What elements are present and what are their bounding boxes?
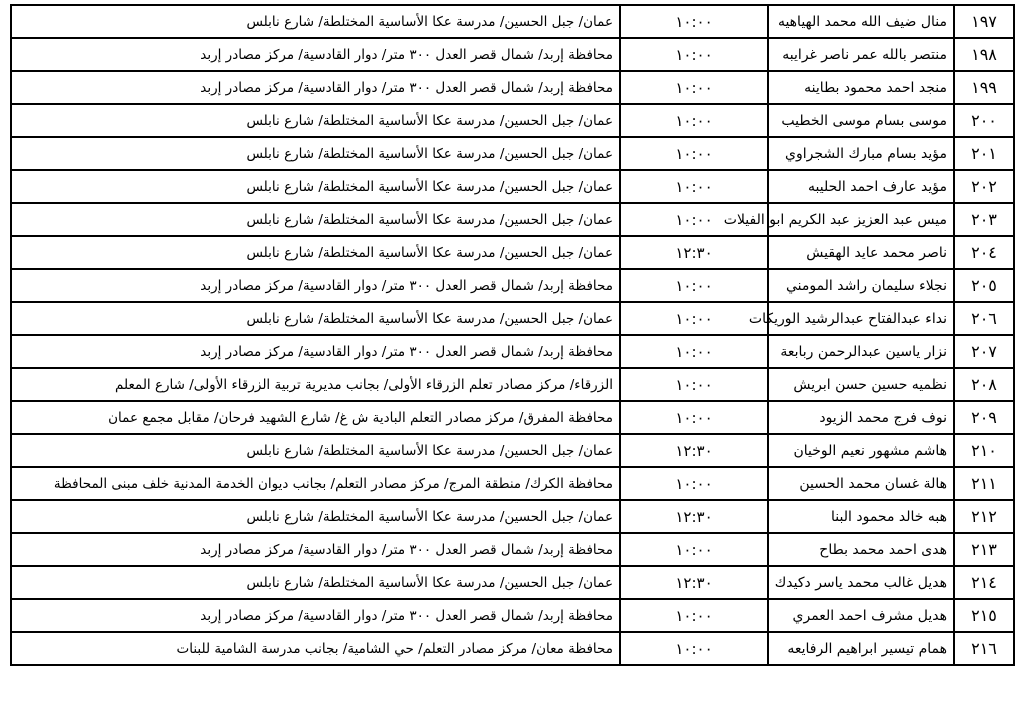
exam-location: محافظة إربد/ شمال قصر العدل ٣٠٠ متر/ دوار القادسية/ مركز مصادر إربد [11, 38, 620, 71]
row-number: ٢١٥ [954, 599, 1014, 632]
table-body [11, 5, 1014, 665]
row-number: ٢١٣ [954, 533, 1014, 566]
table-row [11, 170, 1014, 203]
exam-time: ١٠:٠٠ [620, 71, 768, 104]
exam-location: عمان/ جبل الحسين/ مدرسة عكا الأساسية المختلطة/ شارع نابلس [11, 236, 620, 269]
table-row [11, 599, 1014, 632]
candidate-name: ميس عبد العزيز عبد الكريم ابو الفيلات [768, 203, 954, 236]
exam-location: عمان/ جبل الحسين/ مدرسة عكا الأساسية المختلطة/ شارع نابلس [11, 434, 620, 467]
exam-location: محافظة إربد/ شمال قصر العدل ٣٠٠ متر/ دوار القادسية/ مركز مصادر إربد [11, 71, 620, 104]
exam-location: عمان/ جبل الحسين/ مدرسة عكا الأساسية المختلطة/ شارع نابلس [11, 302, 620, 335]
candidate-name: مؤيد عارف احمد الحليبه [768, 170, 954, 203]
candidate-name: ناصر محمد عايد الهقيش [768, 236, 954, 269]
exam-time: ١٢:٣٠ [620, 566, 768, 599]
row-number: ١٩٧ [954, 5, 1014, 38]
exam-time: ١٢:٣٠ [620, 500, 768, 533]
exam-location: محافظة المفرق/ مركز مصادر التعلم البادية ش غ/ شارع الشهيد فرحان/ مقابل مجمع عمان [11, 401, 620, 434]
table-row [11, 434, 1014, 467]
row-number: ١٩٨ [954, 38, 1014, 71]
exam-time: ١٠:٠٠ [620, 302, 768, 335]
exam-time: ١٠:٠٠ [620, 38, 768, 71]
exam-location: عمان/ جبل الحسين/ مدرسة عكا الأساسية المختلطة/ شارع نابلس [11, 137, 620, 170]
table-row [11, 38, 1014, 71]
exam-location: محافظة إربد/ شمال قصر العدل ٣٠٠ متر/ دوار القادسية/ مركز مصادر إربد [11, 269, 620, 302]
exam-time: ١٠:٠٠ [620, 632, 768, 665]
candidate-name: نوف فرج محمد الزيود [768, 401, 954, 434]
candidate-name: هديل مشرف احمد العمري [768, 599, 954, 632]
exam-location: عمان/ جبل الحسين/ مدرسة عكا الأساسية المختلطة/ شارع نابلس [11, 104, 620, 137]
exam-location: عمان/ جبل الحسين/ مدرسة عكا الأساسية المختلطة/ شارع نابلس [11, 566, 620, 599]
table-row [11, 302, 1014, 335]
exam-time: ١٠:٠٠ [620, 170, 768, 203]
table-row [11, 566, 1014, 599]
candidates-table [10, 4, 1015, 666]
table-row [11, 104, 1014, 137]
exam-location: الزرقاء/ مركز مصادر تعلم الزرقاء الأولى/ بجانب مديرية تربية الزرقاء الأولى/ شارع المعلم [11, 368, 620, 401]
row-number: ٢١١ [954, 467, 1014, 500]
row-number: ٢٠٨ [954, 368, 1014, 401]
table-row [11, 269, 1014, 302]
exam-time: ١٠:٠٠ [620, 203, 768, 236]
row-number: ٢١٤ [954, 566, 1014, 599]
candidate-name: منال ضيف الله محمد الهياهيه [768, 5, 954, 38]
table-row [11, 632, 1014, 665]
exam-time: ١٠:٠٠ [620, 104, 768, 137]
document-page [10, 4, 1015, 666]
table-row [11, 401, 1014, 434]
exam-location: محافظة الكرك/ منطقة المرج/ مركز مصادر التعلم/ بجانب ديوان الخدمة المدنية خلف مبنى المحافظة [11, 467, 620, 500]
row-number: ٢٠٦ [954, 302, 1014, 335]
row-number: ٢٠٣ [954, 203, 1014, 236]
row-number: ٢١٠ [954, 434, 1014, 467]
exam-location: عمان/ جبل الحسين/ مدرسة عكا الأساسية المختلطة/ شارع نابلس [11, 500, 620, 533]
candidate-name: منجد احمد محمود بطاينه [768, 71, 954, 104]
row-number: ٢٠٤ [954, 236, 1014, 269]
exam-time: ١٠:٠٠ [620, 599, 768, 632]
candidate-name: نداء عبدالفتاح عبدالرشيد الوريكات [768, 302, 954, 335]
exam-time: ١٠:٠٠ [620, 5, 768, 38]
table-row [11, 368, 1014, 401]
candidate-name: همام تيسير ابراهيم الرفايعه [768, 632, 954, 665]
row-number: ٢٠٢ [954, 170, 1014, 203]
candidate-name: موسى بسام موسى الخطيب [768, 104, 954, 137]
candidate-name: مؤيد بسام مبارك الشجراوي [768, 137, 954, 170]
table-row [11, 335, 1014, 368]
exam-location: محافظة إربد/ شمال قصر العدل ٣٠٠ متر/ دوار القادسية/ مركز مصادر إربد [11, 533, 620, 566]
row-number: ٢١٢ [954, 500, 1014, 533]
exam-location: عمان/ جبل الحسين/ مدرسة عكا الأساسية المختلطة/ شارع نابلس [11, 5, 620, 38]
exam-time: ١٠:٠٠ [620, 335, 768, 368]
candidate-name: نجلاء سليمان راشد المومني [768, 269, 954, 302]
candidate-name: هدى احمد محمد بطاح [768, 533, 954, 566]
row-number: ٢٠٠ [954, 104, 1014, 137]
exam-time: ١٠:٠٠ [620, 401, 768, 434]
table-row [11, 236, 1014, 269]
table-row [11, 203, 1014, 236]
candidate-name: هالة غسان محمد الحسين [768, 467, 954, 500]
exam-time: ١٢:٣٠ [620, 434, 768, 467]
table-row [11, 137, 1014, 170]
exam-location: محافظة إربد/ شمال قصر العدل ٣٠٠ متر/ دوار القادسية/ مركز مصادر إربد [11, 599, 620, 632]
candidate-name: هديل غالب محمد ياسر دكيدك [768, 566, 954, 599]
table-row [11, 500, 1014, 533]
table-row [11, 467, 1014, 500]
candidate-name: نزار ياسين عبدالرحمن ربابعة [768, 335, 954, 368]
exam-time: ١٠:٠٠ [620, 137, 768, 170]
table-row [11, 71, 1014, 104]
exam-time: ١٢:٣٠ [620, 236, 768, 269]
exam-time: ١٠:٠٠ [620, 533, 768, 566]
row-number: ٢١٦ [954, 632, 1014, 665]
candidate-name: هاشم مشهور نعيم الوخيان [768, 434, 954, 467]
exam-time: ١٠:٠٠ [620, 368, 768, 401]
exam-time: ١٠:٠٠ [620, 269, 768, 302]
candidate-name: هبه خالد محمود البنا [768, 500, 954, 533]
candidate-name: نظميه حسين حسن ابريش [768, 368, 954, 401]
row-number: ٢٠٧ [954, 335, 1014, 368]
exam-location: عمان/ جبل الحسين/ مدرسة عكا الأساسية المختلطة/ شارع نابلس [11, 170, 620, 203]
exam-location: محافظة معان/ مركز مصادر التعلم/ حي الشامية/ بجانب مدرسة الشامية للبنات [11, 632, 620, 665]
table-row [11, 533, 1014, 566]
row-number: ٢٠١ [954, 137, 1014, 170]
exam-location: عمان/ جبل الحسين/ مدرسة عكا الأساسية المختلطة/ شارع نابلس [11, 203, 620, 236]
candidate-name: منتصر بالله عمر ناصر غرايبه [768, 38, 954, 71]
row-number: ٢٠٩ [954, 401, 1014, 434]
exam-time: ١٠:٠٠ [620, 467, 768, 500]
row-number: ٢٠٥ [954, 269, 1014, 302]
table-row [11, 5, 1014, 38]
exam-location: محافظة إربد/ شمال قصر العدل ٣٠٠ متر/ دوار القادسية/ مركز مصادر إربد [11, 335, 620, 368]
row-number: ١٩٩ [954, 71, 1014, 104]
